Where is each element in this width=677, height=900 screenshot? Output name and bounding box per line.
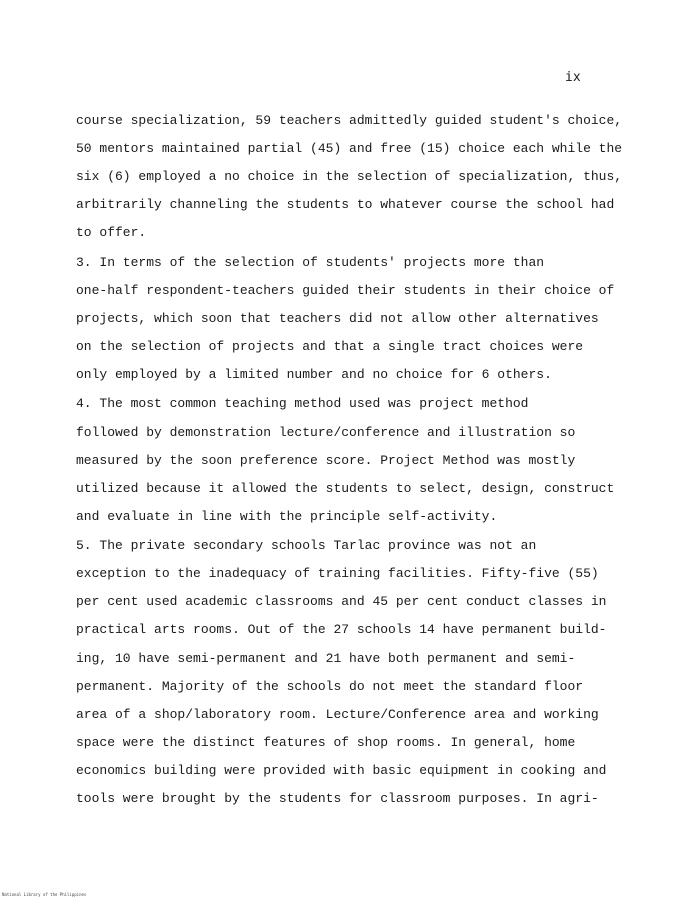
text-line: ing, 10 have semi-permanent and 21 have both permanent and semi- [76,651,576,666]
text-line: per cent used academic classrooms and 45 per cent conduct classes in [76,594,607,609]
text-line: tools were brought by the students for classroom purposes. In agri- [76,791,599,806]
text-line: practical arts rooms. Out of the 27 schools 14 have permanent build- [76,622,607,637]
text-line: 5. The private secondary schools Tarlac province was not an [76,538,537,553]
text-line: area of a shop/laboratory room. Lecture/Conference area and working [76,707,599,722]
text-line: economics building were provided with basic equipment in cooking and [76,763,607,778]
text-line: on the selection of projects and that a single tract choices were [76,339,584,354]
text-line: six (6) employed a no choice in the selection of specialization, thus, [76,169,623,184]
text-line: course specialization, 59 teachers admittedly guided student's choice, [76,113,623,128]
text-line: to offer. [76,225,147,240]
text-line: 3. In terms of the selection of students' projects more than [76,255,545,270]
text-line: 50 mentors maintained partial (45) and free (15) choice each while the [76,141,623,156]
text-line: measured by the soon preference score. Project Method was mostly [76,453,576,468]
text-line: projects, which soon that teachers did not allow other alternatives [76,311,599,326]
text-line: 4. The most common teaching method used was project method [76,396,529,411]
text-line: one-half respondent-teachers guided their students in their choice of [76,283,615,298]
text-line: exception to the inadequacy of training facilities. Fifty-five (55) [76,566,599,581]
text-line: and evaluate in line with the principle self-activity. [76,509,498,524]
text-line: permanent. Majority of the schools do not meet the standard floor [76,679,584,694]
text-line: only employed by a limited number and no choice for 6 others. [76,367,552,382]
text-line: utilized because it allowed the students to select, design, construct [76,481,615,496]
text-line: space were the distinct features of shop rooms. In general, home [76,735,576,750]
text-line: followed by demonstration lecture/conference and illustration so [76,425,576,440]
page-number: ix [565,70,581,85]
text-line: arbitrarily channeling the students to whatever course the school had [76,197,615,212]
archive-footer: National Library of the Philippines [2,892,87,897]
